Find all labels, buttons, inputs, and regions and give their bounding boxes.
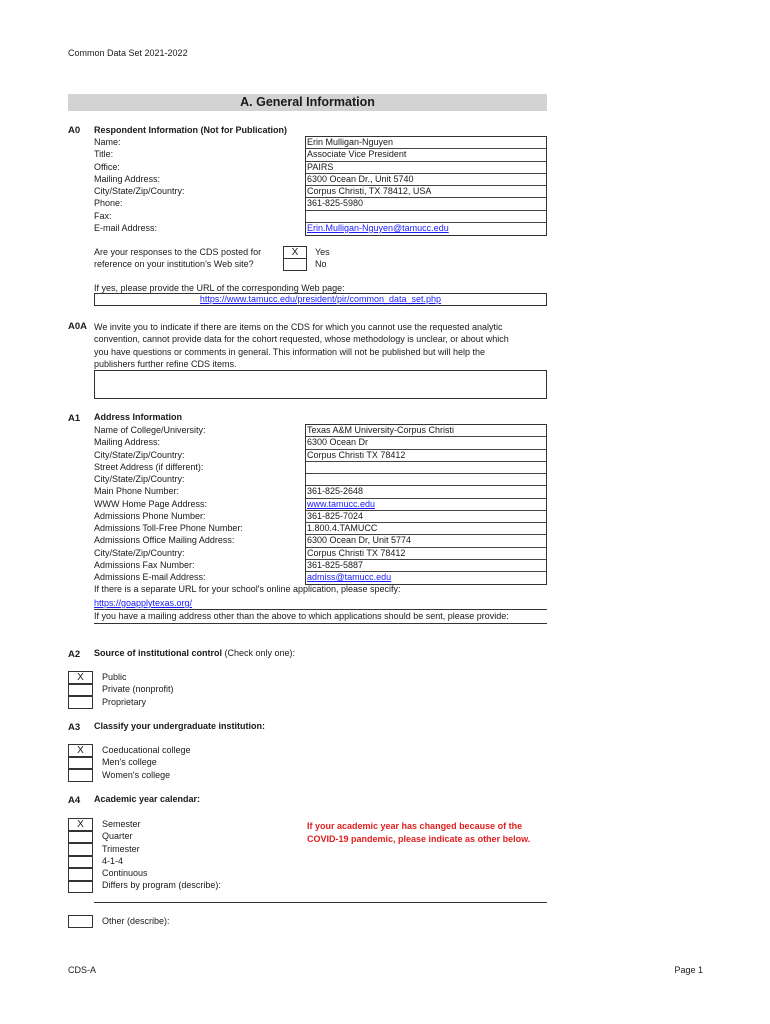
divider [94,609,547,610]
a2-heading-rest: (Check only one): [222,648,296,658]
a0a-number: A0A [68,321,88,332]
a0-label: Phone: [94,198,123,209]
no-label: No [315,259,327,269]
a2-heading-bold: Source of institutional control [94,648,222,658]
a0-value-phone[interactable]: 361-825-5980 [306,198,546,210]
a1-alt-mailing-prompt: If you have a mailing address other than the above to which applications should be sent, please provide: [94,611,509,621]
a4-other-checkbox[interactable] [68,915,93,928]
a3-option-label: Coeducational college [102,745,191,755]
a1-value-admissions-mailing[interactable]: 6300 Ocean Dr, Unit 5774 [306,535,546,547]
a0-posted-question-line: Are your responses to the CDS posted for [94,247,262,257]
a2-option-list [102,671,174,708]
a1-online-app-prompt: If there is a separate URL for your school's online application, please specify: [94,584,401,594]
a0-value-title[interactable]: Associate Vice President [306,149,546,161]
a1-label: Admissions E-mail Address: [94,572,206,582]
page-number: Page 1 [674,965,703,975]
a0a-line: We invite you to indicate if there are items on the CDS for which you cannot use the requested analytic [94,322,503,332]
a0-number: A0 [68,125,81,136]
a0-value-email-link[interactable]: Erin.Mulligan-Nguyen@tamucc.edu [307,222,449,233]
a0a-line: convention, cannot provide data for the cohort requested, whose methodology is unclear, or about which [94,334,509,345]
a4-heading: Academic year calendar: [94,794,201,804]
a1-value-mailing-address[interactable]: 6300 Ocean Dr [306,437,546,449]
a0-posted-question [94,246,261,271]
section-title: A. General Information [240,95,375,109]
a0-label: Title: [94,149,114,160]
a4-option-list [102,818,221,892]
a1-number: A1 [68,413,81,424]
a1-label: City/State/Zip/Country: [94,449,185,460]
a0-value-mailing-address[interactable]: 6300 Ocean Dr., Unit 5740 [306,174,546,186]
covid-note-line: If your academic year has changed because of the [307,821,523,831]
a1-online-app-link[interactable]: https://goapplytexas.org/ [94,598,193,608]
a0-label: Fax: [94,210,112,221]
a3-womens-checkbox[interactable] [68,769,93,782]
a3-mens-checkbox[interactable] [68,757,93,770]
a1-value-grid [305,424,547,585]
a1-value-admissions-phone[interactable]: 361-825-7024 [306,511,546,523]
a1-label: City/State/Zip/Country: [94,474,185,484]
a0-value-city-state-zip[interactable]: Corpus Christi, TX 78412, USA [306,186,546,198]
a1-value-college-name[interactable]: Texas A&M University-Corpus Christi [306,425,546,437]
covid-note-line: COVID-19 pandemic, please indicate as other below. [307,833,531,844]
a3-option-label: Women's college [102,769,171,780]
yes-label: Yes [315,247,330,257]
a3-heading: Classify your undergraduate institution: [94,721,266,731]
a0a-paragraph [94,321,509,370]
a2-option-label: Proprietary [102,696,147,707]
a2-proprietary-checkbox[interactable] [68,696,93,709]
a1-label: Street Address (if different): [94,461,204,472]
a0a-line: publishers further refine CDS items. [94,358,237,369]
a0-value-office[interactable]: PAIRS [306,162,546,174]
a0-url-prompt: If yes, please provide the URL of the corresponding Web page: [94,283,345,293]
a0-label-list [94,136,185,234]
a1-value-main-phone[interactable]: 361-825-2648 [306,486,546,498]
a4-number: A4 [68,795,81,806]
a3-number: A3 [68,722,81,733]
a4-option-label: Continuous [102,868,148,878]
no-checkbox[interactable] [283,258,307,271]
a4-other-label: Other (describe): [102,916,170,926]
a1-label: WWW Home Page Address: [94,498,208,509]
a2-private-checkbox[interactable] [68,684,93,697]
a1-value-admissions-city-state-zip[interactable]: Corpus Christi TX 78412 [306,548,546,560]
a3-option-label: Men's college [102,757,157,768]
a1-label: Main Phone Number: [94,486,180,497]
a1-value-street-address[interactable] [306,462,546,474]
a4-option-label: Semester [102,819,141,829]
a0-label: Office: [94,161,120,172]
a4-option-label: 4-1-4 [102,855,124,866]
a4-quarter-checkbox[interactable] [68,831,93,844]
footer-left: CDS-A [68,965,97,975]
a4-option-label: Differs by program (describe): [102,880,221,891]
a0-label: City/State/Zip/Country: [94,186,185,196]
a1-label: Mailing Address: [94,437,161,448]
a4-414-checkbox[interactable] [68,856,93,869]
a4-trimester-checkbox[interactable] [68,843,93,856]
a4-semester-checkbox[interactable]: X [68,818,93,831]
a1-label: Admissions Office Mailing Address: [94,535,235,546]
a1-value-toll-free-phone[interactable]: 1.800.4.TAMUCC [306,523,546,535]
a1-label: City/State/Zip/Country: [94,547,185,558]
divider [94,623,547,624]
a2-public-checkbox[interactable]: X [68,671,93,684]
a0-heading: Respondent Information (Not for Publication) [94,125,287,135]
a3-coed-checkbox[interactable]: X [68,744,93,757]
a0-value-name[interactable]: Erin Mulligan-Nguyen [306,137,546,149]
a2-number: A2 [68,649,81,660]
a0-value-grid [305,136,547,236]
a1-heading: Address Information [94,412,183,422]
a1-label: Admissions Fax Number: [94,559,195,570]
a2-option-label: Private (nonprofit) [102,684,174,695]
a4-option-label: Trimester [102,843,140,854]
a0a-line: you have questions or comments in general. This information will not be published but will help the [94,346,486,357]
a0-url-field[interactable] [94,293,547,306]
a2-option-label: Public [102,672,127,682]
a0-label: E-mail Address: [94,222,158,233]
a0-value-fax[interactable] [306,211,546,223]
a4-differs-checkbox[interactable] [68,881,93,894]
a1-value-city-state-zip[interactable]: Corpus Christi TX 78412 [306,450,546,462]
a1-label: Admissions Toll-Free Phone Number: [94,523,243,533]
yes-checkbox[interactable]: X [283,246,307,259]
a0a-comment-box[interactable] [94,370,547,399]
a1-label: Admissions Phone Number: [94,510,206,521]
a2-heading [94,648,295,659]
a4-option-label: Quarter [102,831,133,842]
a1-value-homepage-link[interactable]: www.tamucc.edu [306,499,546,511]
covid-note [307,820,530,845]
a0-posted-question-line: reference on your institution's Web site? [94,259,254,270]
a0-url-link[interactable]: https://www.tamucc.edu/president/pir/common_data_set.php [199,294,442,304]
a0-label: Name: [94,137,121,147]
a1-label-list [94,424,243,583]
running-title: Common Data Set 2021-2022 [68,48,188,58]
a0-label: Mailing Address: [94,173,161,184]
a1-label: Name of College/University: [94,425,206,435]
a1-value-admissions-email-link[interactable]: admiss@tamucc.edu [307,572,392,582]
a4-continuous-checkbox[interactable] [68,868,93,881]
a3-option-list [102,744,191,781]
a1-value-admissions-fax[interactable]: 361-825-5887 [306,560,546,572]
differs-describe-line[interactable] [94,902,547,903]
a1-value-street-city-state-zip[interactable] [306,474,546,486]
